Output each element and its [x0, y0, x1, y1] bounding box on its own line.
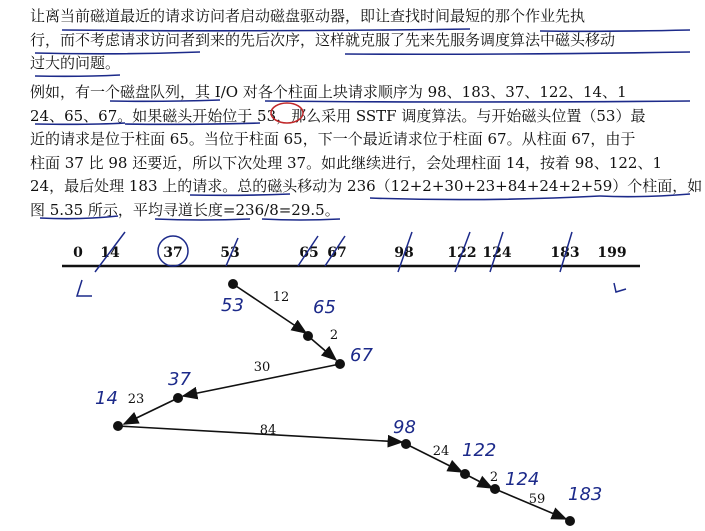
seek-segment	[233, 284, 306, 333]
text-line: 让离当前磁道最近的请求访问者启动磁盘驱动器，即让查找时间最短的那个作业先执	[30, 7, 586, 25]
tick-label: 199	[597, 245, 627, 261]
text-line: 过大的问题。	[30, 54, 121, 72]
underline-mark	[370, 196, 600, 200]
segment-label: 84	[259, 423, 277, 438]
underline-mark	[262, 219, 340, 220]
seek-point	[401, 439, 411, 449]
seek-point	[303, 331, 313, 341]
underline-mark	[35, 52, 200, 54]
handwritten-label: 14	[95, 388, 118, 409]
segment-label: 23	[127, 392, 145, 407]
underline-mark	[540, 30, 690, 31]
tick-label: 14	[100, 245, 120, 261]
underline-mark	[265, 101, 690, 102]
underline-mark	[40, 216, 118, 219]
segment-label: 59	[528, 492, 546, 507]
underline-mark	[600, 194, 690, 197]
underline-annotations	[35, 29, 690, 220]
handwritten-label: 124	[505, 469, 540, 490]
handwritten-label: 183	[568, 484, 603, 505]
underline-mark	[190, 194, 290, 195]
underline-mark	[110, 100, 220, 101]
seek-path	[118, 284, 566, 519]
text-line: 图 5.35 所示，平均寻道长度=236/8=29.5。	[30, 200, 340, 219]
segment-label: 2	[329, 328, 339, 343]
underline-mark	[125, 123, 260, 124]
tick-label: 67	[327, 245, 347, 261]
tick-label: 98	[394, 245, 414, 261]
seek-point	[173, 393, 183, 403]
handwritten-label: 53	[221, 295, 244, 316]
tick-label: 124	[482, 245, 512, 261]
handwritten-label: 65	[313, 297, 336, 318]
text-line: 近的请求是位于柱面 65。当位于柱面 65，下一个最近请求位于柱面 67。从柱面 67，由于	[30, 130, 636, 148]
underline-mark	[155, 219, 250, 220]
axis-tick-labels	[73, 245, 626, 261]
underline-mark	[345, 52, 690, 54]
handwritten-labels	[95, 295, 602, 505]
handwritten-label: 67	[350, 345, 373, 366]
red-circle-mark	[271, 103, 303, 123]
seek-point	[228, 279, 238, 289]
tick-label: 37	[163, 245, 183, 261]
handwritten-label: 122	[462, 440, 497, 461]
text-line: 柱面 37 比 98 还要近，所以下次处理 37。如此继续进行，会处理柱面 14，按着 98、122、1	[30, 153, 662, 172]
segment-label: 24	[432, 444, 450, 459]
tick-label: 53	[220, 245, 240, 261]
tick-label: 183	[550, 245, 580, 261]
seek-point	[335, 359, 345, 369]
text-line: 24，最后处理 183 上的请求。总的磁头移动为 236（12+2+30+23+84+24+2+59）个柱面，如	[30, 177, 703, 195]
axis-end-mark	[614, 283, 626, 292]
underline-mark	[35, 123, 125, 124]
seek-point	[490, 484, 500, 494]
underline-mark	[62, 29, 470, 31]
handwritten-label: 37	[168, 369, 191, 390]
tick-label: 65	[299, 245, 319, 261]
segment-label: 30	[253, 360, 271, 375]
seek-point	[565, 516, 575, 526]
text-line: 24、65、67。如果磁头开始位于 53，那么采用 SSTF 调度算法。与开始磁头位置（53）最	[30, 106, 646, 125]
text-line: 行，而不考虑请求访问者到来的先后次序，这样就克服了先来先服务调度算法中磁头移动	[30, 30, 616, 49]
underline-mark	[35, 75, 120, 76]
segment-distance-labels	[128, 290, 546, 507]
axis-start-mark	[77, 280, 92, 296]
seek-point	[113, 421, 123, 431]
segment-label: 12	[272, 290, 290, 305]
text-line: 例如，有一个磁盘队列，其 I/O 对各个柱面上块请求顺序为 98、183、37、122、14、1	[30, 83, 627, 101]
tick-label: 0	[73, 245, 83, 261]
handwritten-label: 98	[393, 417, 416, 438]
segment-label: 2	[489, 470, 499, 485]
seek-point	[460, 469, 470, 479]
tick-label: 122	[447, 245, 477, 261]
